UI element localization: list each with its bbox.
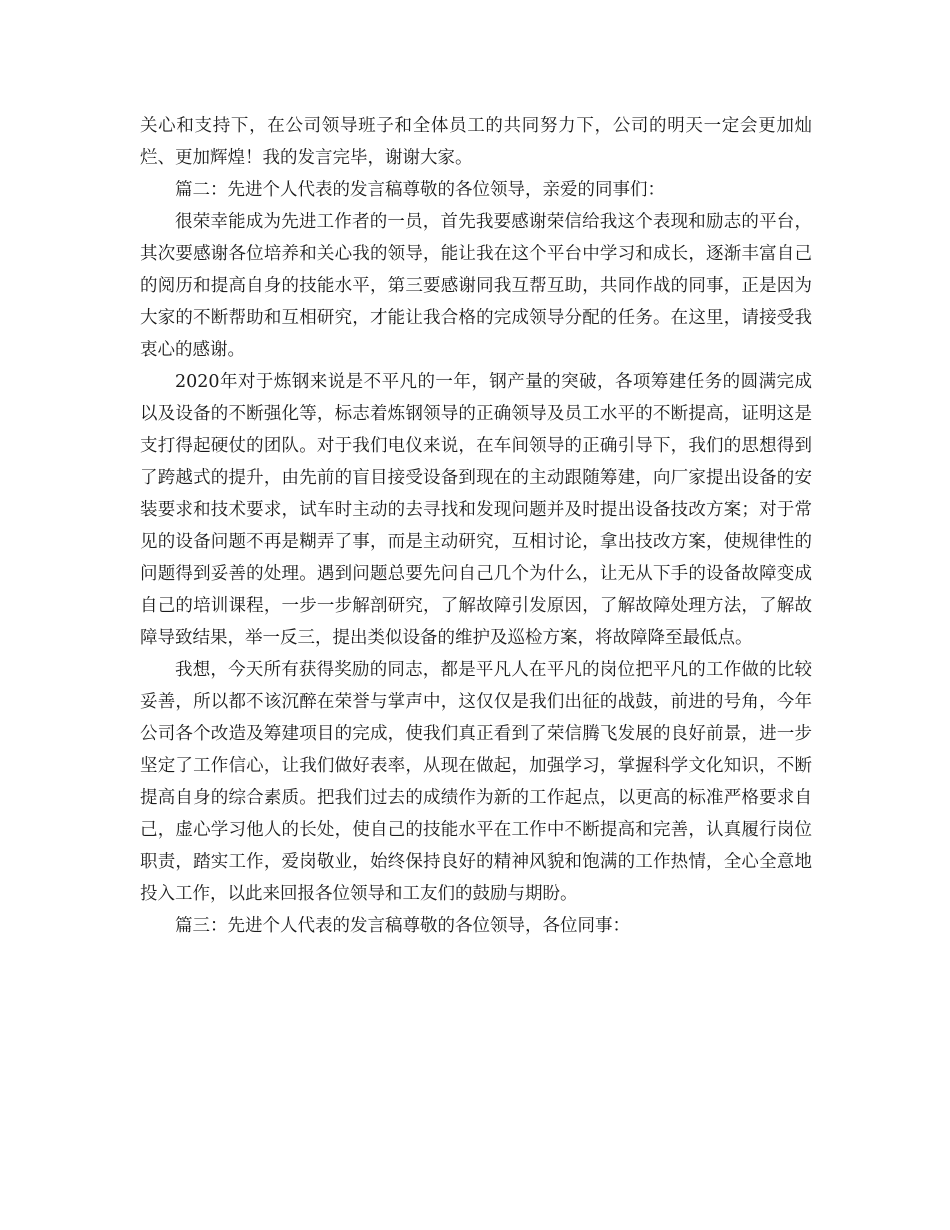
section-heading-part-three: 篇三：先进个人代表的发言稿尊敬的各位领导，各位同事： <box>175 916 630 936</box>
paragraph-thanks: 很荣幸能成为先进工作者的一员，首先我要感谢荣信给我这个表现和励志的平台，其次要感谢各位培养和关心我的领导，能让我在这个平台中学习和成长，逐渐丰富自己的阅历和提高自身的技能水平，第三要感谢同我互帮互助，共同作战的同事，正是因为大家的不断帮助和互相研究，才能让我合格的完成领导分配的任务。在这里，请接受我衷心的感谢。 <box>140 212 812 360</box>
section-heading-part-two: 篇二：先进个人代表的发言稿尊敬的各位领导，亲爱的同事们： <box>175 180 665 200</box>
paragraph-year-review: 2020年对于炼钢来说是不平凡的一年，钢产量的突破，各项筹建任务的圆满完成以及设备的不断强化等，标志着炼钢领导的正确领导及员工水平的不断提高，证明这是支打得起硬仗的团队。对于我们电仪来说，在车间领导的正确引导下，我们的思想得到了跨越式的提升，由先前的盲目接受设备到现在的主动跟随筹建，向厂家提出设备的安装要求和技术要求，试车时主动的去寻找和发现问题并及时提出设备技改方案；对于常见的设备问题不再是糊弄了事，而是主动研究，互相讨论，拿出技改方案，使规律性的问题得到妥善的处理。遇到问题总要先问自己几个为什么，让无从下手的设备故障变成自己的培训课程，一步一步解剖研究，了解故障引发原因，了解故障处理方法，了解故障导致结果，举一反三，提出类似设备的维护及巡检方案，将故障降至最低点。 <box>140 372 812 648</box>
document-body <box>140 110 812 942</box>
paragraph-continuation: 关心和支持下，在公司领导班子和全体员工的共同努力下，公司的明天一定会更加灿烂、更加辉煌！我的发言完毕，谢谢大家。 <box>140 116 812 168</box>
paragraph-reflection: 我想，今天所有获得奖励的同志，都是平凡人在平凡的岗位把平凡的工作做的比较妥善，所以都不该沉醉在荣誉与掌声中，这仅仅是我们出征的战鼓，前进的号角，今年公司各个改造及筹建项目的完成，使我们真正看到了荣信腾飞发展的良好前景，进一步坚定了工作信心，让我们做好表率，从现在做起，加强学习，掌握科学文化知识，不断提高自身的综合素质。把我们过去的成绩作为新的工作起点，以更高的标准严格要求自己，虚心学习他人的长处，使自己的技能水平在工作中不断提高和完善，认真履行岗位职责，踏实工作，爱岗敬业，始终保持良好的精神风貌和饱满的工作热情，全心全意地投入工作，以此来回报各位领导和工友们的鼓励与期盼。 <box>140 660 812 904</box>
